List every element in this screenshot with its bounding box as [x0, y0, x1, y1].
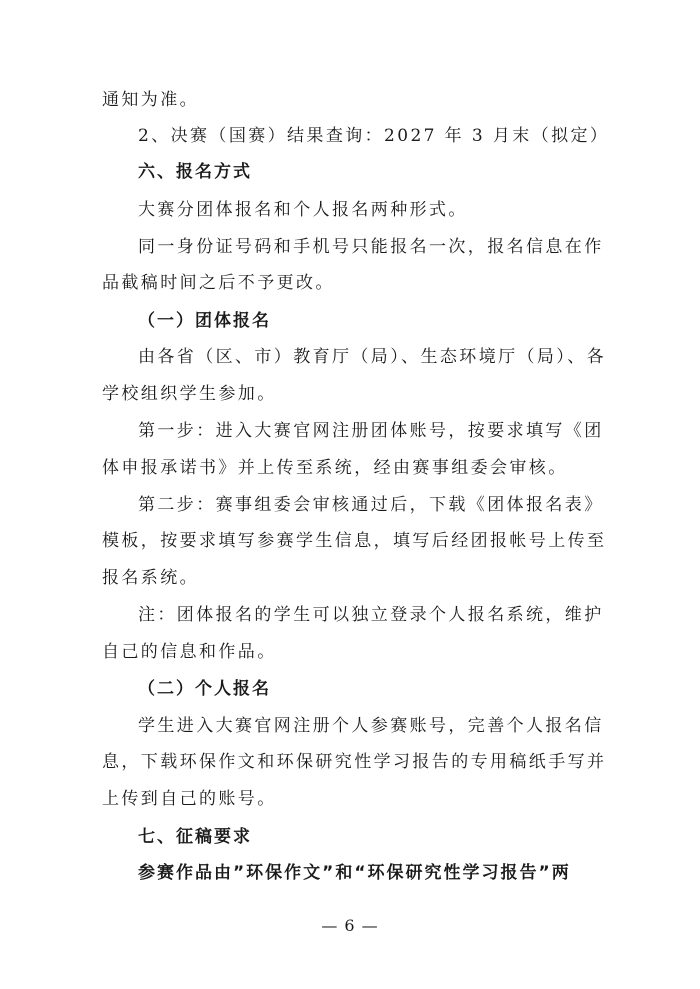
paragraph-line: 由各省（区、市）教育厅（局）、生态环境厅（局）、各: [138, 347, 606, 367]
subsection-heading: （一）团体报名: [138, 311, 271, 331]
paragraph-line: 学校组织学生参加。: [102, 384, 277, 404]
subsection-heading: （二）个人报名: [138, 679, 271, 699]
paragraph-line: 品截稿时间之后不予更改。: [102, 273, 335, 293]
paragraph-line: 2、决赛（国赛）结果查询：2027 年 3 月末（拟定）: [138, 126, 610, 146]
paragraph-line: 大赛分团体报名和个人报名两种形式。: [138, 200, 468, 220]
paragraph-line: 体申报承诺书》并上传至系统，经由赛事组委会审核。: [102, 458, 568, 478]
paragraph-line: 模板，按要求填写参赛学生信息，填写后经团报帐号上传至: [102, 531, 607, 551]
paragraph-line: 同一身份证号码和手机号只能报名一次，报名信息在作: [138, 237, 604, 257]
section-heading: 六、报名方式: [138, 162, 252, 182]
paragraph-line: 自己的信息和作品。: [102, 642, 277, 662]
paragraph-line: 第二步：赛事组委会审核通过后，下载《团体报名表》: [138, 495, 604, 515]
paragraph-line: 学生进入大赛官网注册个人参赛账号，完善个人报名信: [138, 716, 604, 736]
paragraph-line: 第一步：进入大赛官网注册团体账号，按要求填写《团: [138, 421, 604, 441]
page-number: — 6 —: [321, 916, 379, 935]
paragraph-line: 注：团体报名的学生可以独立登录个人报名系统，维护: [138, 605, 604, 625]
paragraph-line: 上传到自己的账号。: [102, 789, 277, 809]
paragraph-line: 通知为准。: [102, 90, 199, 110]
paragraph-line: 报名系统。: [102, 568, 199, 588]
section-heading: 七、征稿要求: [138, 827, 252, 847]
paragraph-line-bold: 参赛作品由”环保作文”和“环保研究性学习报告”两: [138, 863, 571, 883]
paragraph-line: 息，下载环保作文和环保研究性学习报告的专用稿纸手写并: [102, 752, 607, 772]
